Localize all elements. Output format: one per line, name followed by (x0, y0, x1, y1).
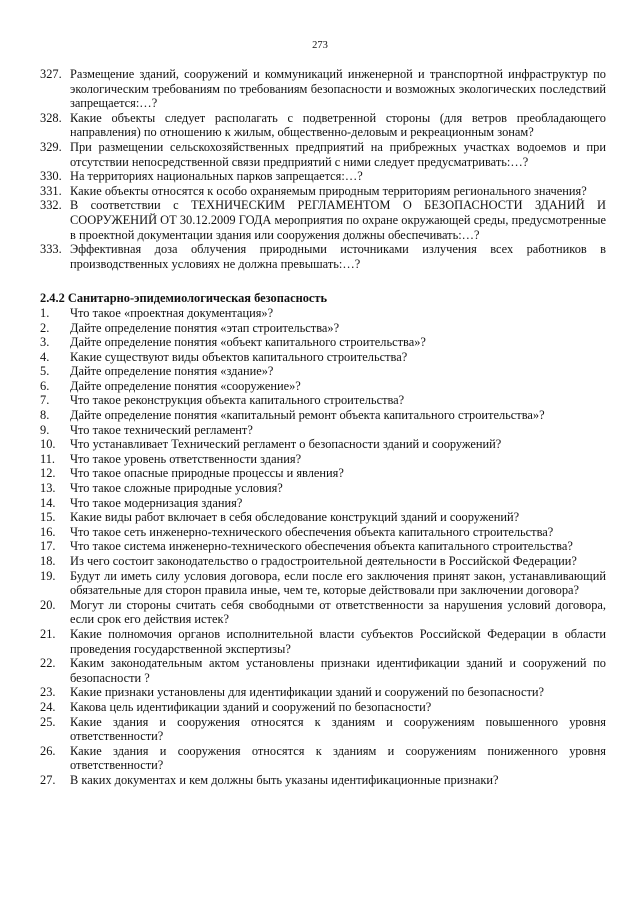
question-item (40, 525, 606, 540)
question-number: 21. (40, 626, 56, 641)
question-number: 9. (40, 422, 50, 437)
question-item (40, 423, 606, 438)
question-text: Какие здания и сооружения относятся к зданиям и сооружениям повышенного уровня ответственности? (70, 714, 606, 744)
question-text: Какие существуют виды объектов капитального строительства? (70, 349, 408, 364)
question-text: Какие объекты следует располагать с подветренной стороны (для ветров преобладающего направления) по отношению к жилым, общественно-деловым и рекреационным зонам? (70, 110, 606, 140)
question-number: 5. (40, 364, 50, 379)
question-text: Дайте определение понятия «сооружение»? (70, 378, 301, 393)
page-number: 273 (312, 40, 328, 51)
question-number: 12. (40, 466, 56, 481)
question-item (40, 140, 606, 169)
question-number: 22. (40, 656, 56, 671)
question-number: 7. (40, 393, 50, 408)
question-item (40, 554, 606, 569)
question-number: 1. (40, 305, 50, 320)
question-number: 332. (40, 198, 62, 213)
question-item (40, 67, 606, 111)
question-item (40, 627, 606, 656)
question-item (40, 510, 606, 525)
question-number: 10. (40, 437, 56, 452)
question-text: На территориях национальных парков запрещается:…? (70, 169, 363, 184)
question-item (40, 715, 606, 744)
question-number: 327. (40, 67, 62, 81)
question-number: 15. (40, 510, 56, 525)
question-item (40, 598, 606, 627)
question-item (40, 656, 606, 685)
question-number: 23. (40, 685, 56, 700)
question-text: Дайте определение понятия «объект капитального строительства»? (70, 335, 426, 350)
question-item (40, 198, 606, 242)
question-number: 4. (40, 349, 50, 364)
question-text: Какова цель идентификации зданий и сооружений по безопасности? (70, 699, 432, 714)
question-text: Что такое реконструкция объекта капитального строительства? (70, 393, 405, 408)
question-item (40, 393, 606, 408)
question-number: 2. (40, 320, 50, 335)
question-number: 26. (40, 743, 56, 758)
question-number: 27. (40, 772, 56, 787)
question-text: Какие признаки установлены для идентификации зданий и сооружений по безопасности? (70, 685, 545, 700)
question-text: Какие полномочия органов исполнительной власти субъектов Российской Федерации в области проведения государственной экспертизы? (70, 626, 606, 656)
question-text: Дайте определение понятия «этап строительства»? (70, 320, 340, 335)
question-text: Будут ли иметь силу условия договора, если после его заключения принят закон, устанавливающий обязательные для сторон правила иные, чем те, которые действовали при заключении договора? (70, 568, 606, 598)
question-item (40, 569, 606, 598)
question-text: Размещение зданий, сооружений и коммуникаций инженерной и транспортной инфраструктур по экологическим требованиям по требованиям безопасности и возможных экологических последствий запрещается:…? (70, 67, 606, 111)
question-text: Какие объекты относятся к особо охраняемым природным территориям регионального значения? (70, 183, 587, 198)
question-item (40, 437, 606, 452)
question-text: Что такое опасные природные процессы и явления? (70, 466, 344, 481)
question-number: 328. (40, 110, 62, 125)
question-number: 16. (40, 524, 56, 539)
question-item (40, 408, 606, 423)
question-item (40, 111, 606, 140)
question-item (40, 169, 606, 184)
question-text: Что устанавливает Технический регламент о безопасности зданий и сооружений? (70, 437, 502, 452)
question-text: Каким законодательным актом установлены признаки идентификации зданий и сооружений по безопасности ? (70, 656, 606, 685)
question-item (40, 364, 606, 379)
question-text: Какие виды работ включает в себя обследование конструкций зданий и сооружений? (70, 510, 520, 525)
question-number: 8. (40, 408, 50, 423)
question-item (40, 685, 606, 700)
question-number: 6. (40, 378, 50, 393)
question-text: Из чего состоит законодательство о градостроительной деятельности в Российской Федерации? (70, 554, 577, 568)
question-item (40, 773, 606, 788)
question-item (40, 452, 606, 467)
question-number: 330. (40, 169, 62, 184)
question-number: 25. (40, 714, 56, 729)
question-number: 329. (40, 139, 62, 154)
question-text: Дайте определение понятия «капитальный ремонт объекта капитального строительства»? (70, 408, 545, 423)
page-content (40, 67, 606, 788)
question-number: 11. (40, 451, 56, 466)
question-number: 18. (40, 554, 56, 568)
question-item (40, 306, 606, 321)
question-text: Могут ли стороны считать себя свободными от ответственности за нарушения условий договора, если срок его действия истек? (70, 597, 606, 627)
question-number: 20. (40, 597, 56, 612)
question-text: При размещении сельскохозяйственных предприятий на прибрежных участках водоемов и при отсутствии непосредственной связи предприятий с ними следует предусматривать:…? (70, 139, 606, 169)
question-text: Эффективная доза облучения природными источниками излучения всех работников в производственных условиях не должна превышать:…? (70, 242, 606, 271)
question-item (40, 321, 606, 336)
question-item (40, 379, 606, 394)
question-item (40, 496, 606, 511)
question-item (40, 700, 606, 715)
question-text: Что такое модернизация здания? (70, 495, 243, 510)
question-text: Дайте определение понятия «здание»? (70, 364, 274, 379)
question-item (40, 539, 606, 554)
question-text: Что такое «проектная документация»? (70, 305, 274, 320)
question-text: Что такое сеть инженерно-технического обеспечения объекта капитального строительства? (70, 524, 554, 539)
question-number: 331. (40, 183, 62, 198)
question-text: Что такое сложные природные условия? (70, 481, 283, 496)
section-heading: 2.4.2 Санитарно-эпидемиологическая безопасность (40, 291, 328, 306)
question-number: 19. (40, 568, 56, 583)
question-item (40, 350, 606, 365)
question-item (40, 184, 606, 199)
question-list-continued (40, 67, 606, 271)
question-text: В каких документах и кем должны быть указаны идентификационные признаки? (70, 772, 499, 787)
question-list-sanitary (40, 306, 606, 788)
question-item (40, 335, 606, 350)
question-text: Что такое система инженерно-технического обеспечения объекта капитального строительства? (70, 539, 573, 554)
question-text: Что такое уровень ответственности здания? (70, 451, 302, 466)
question-item (40, 744, 606, 773)
question-number: 17. (40, 539, 56, 554)
question-item (40, 242, 606, 271)
question-number: 13. (40, 481, 56, 496)
question-number: 3. (40, 335, 50, 350)
question-number: 24. (40, 699, 56, 714)
question-text: Какие здания и сооружения относятся к зданиям и сооружениям пониженного уровня ответственности? (70, 743, 606, 773)
question-item (40, 481, 606, 496)
question-number: 14. (40, 495, 56, 510)
question-item (40, 466, 606, 481)
question-text: В соответствии с ТЕХНИЧЕСКИМ РЕГЛАМЕНТОМ О БЕЗОПАСНОСТИ ЗДАНИЙ И СООРУЖЕНИЙ ОТ 30.12.2009 ГОДА мероприятия по охране окружающей среды, предусмотренные в проектной документации здания или сооружения должны обеспечивать:…? (70, 198, 606, 242)
question-text: Что такое технический регламент? (70, 422, 253, 437)
question-number: 333. (40, 242, 62, 257)
